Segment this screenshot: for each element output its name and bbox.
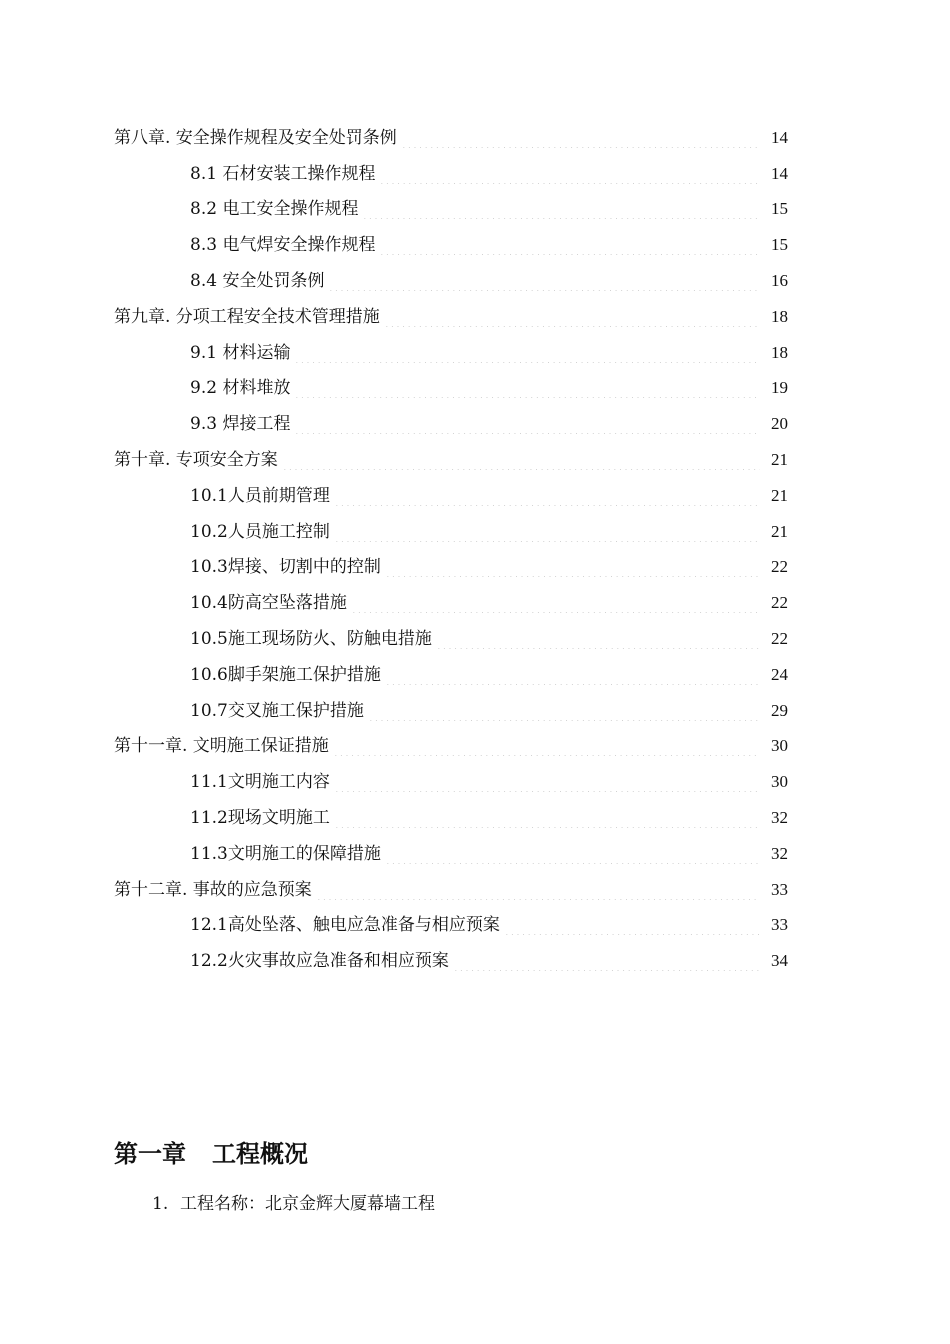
toc-page-number: 22: [771, 629, 788, 649]
toc-dot-leader: [316, 880, 760, 900]
toc-dot-leader: [385, 844, 760, 864]
toc-page-number: 14: [771, 127, 788, 147]
toc-page-number: 18: [771, 342, 788, 362]
toc-page-number: 21: [771, 450, 788, 470]
toc-entry[interactable]: [0, 442, 950, 478]
toc-dot-leader: [379, 235, 760, 255]
toc-dot-leader: [385, 665, 760, 685]
list-item-text: 工程名称：北京金辉大厦幕墙工程: [180, 1194, 435, 1214]
toc-entry-title: 9.1 材料运输: [190, 343, 294, 363]
toc-entry[interactable]: [0, 299, 950, 335]
toc-page-number: 33: [771, 879, 788, 899]
toc-dot-leader: [362, 199, 760, 219]
toc-entry[interactable]: [0, 227, 950, 263]
toc-entry-title: 第十一章. 文明施工保证措施: [114, 736, 333, 756]
toc-entry[interactable]: [0, 585, 950, 621]
toc-page-number: 29: [771, 700, 788, 720]
toc-page-number: 14: [771, 163, 788, 183]
toc-entry[interactable]: [0, 120, 950, 156]
toc-dot-leader: [333, 736, 760, 756]
toc-page-number: 20: [771, 414, 788, 434]
toc-page-number: 24: [771, 664, 788, 684]
toc-dot-leader: [379, 164, 760, 184]
toc-entry-title: 12.1高处坠落、触电应急准备与相应预案: [190, 915, 504, 935]
toc-entry-title: 9.2 材料堆放: [190, 378, 294, 398]
toc-dot-leader: [453, 951, 760, 971]
toc-entry-title: 11.3文明施工的保障措施: [190, 844, 385, 864]
toc-page-number: 33: [771, 915, 788, 935]
toc-entry[interactable]: [0, 335, 950, 371]
toc-entry[interactable]: [0, 657, 950, 693]
toc-entry-title: 10.6脚手架施工保护措施: [190, 665, 385, 685]
toc-page-number: 21: [771, 485, 788, 505]
toc-entry-title: 第九章. 分项工程安全技术管理措施: [114, 307, 384, 327]
chapter-number: 第一章: [114, 1140, 186, 1168]
toc-dot-leader: [384, 307, 760, 327]
toc-page-number: 30: [771, 736, 788, 756]
body-list-item: [152, 1192, 435, 1216]
toc-dot-leader: [294, 414, 760, 434]
toc-entry[interactable]: [0, 514, 950, 550]
toc-entry-title: 8.1 石材安装工操作规程: [190, 164, 379, 184]
list-item-number: 1.: [152, 1194, 169, 1214]
toc-page-number: 21: [771, 521, 788, 541]
toc-dot-leader: [328, 271, 760, 291]
toc-page-number: 15: [771, 235, 788, 255]
toc-page-number: 34: [771, 951, 788, 971]
toc-dot-leader: [334, 808, 760, 828]
toc-entry[interactable]: [0, 943, 950, 979]
toc-entry-title: 8.4 安全处罚条例: [190, 271, 328, 291]
toc-entry[interactable]: [0, 550, 950, 586]
toc-page-number: 15: [771, 199, 788, 219]
toc-entry[interactable]: [0, 872, 950, 908]
toc-dot-leader: [294, 378, 760, 398]
toc-page-number: 30: [771, 772, 788, 792]
toc-page-number: 22: [771, 593, 788, 613]
toc-entry-title: 第十章. 专项安全方案: [114, 450, 282, 470]
table-of-contents: [0, 120, 950, 979]
toc-entry[interactable]: [0, 800, 950, 836]
toc-dot-leader: [351, 593, 760, 613]
toc-dot-leader: [282, 450, 760, 470]
toc-entry[interactable]: [0, 371, 950, 407]
toc-entry[interactable]: [0, 192, 950, 228]
toc-entry[interactable]: [0, 621, 950, 657]
toc-entry-title: 10.2人员施工控制: [190, 522, 334, 542]
toc-entry[interactable]: [0, 729, 950, 765]
toc-entry-title: 12.2火灾事故应急准备和相应预案: [190, 951, 453, 971]
toc-dot-leader: [294, 343, 760, 363]
toc-entry[interactable]: [0, 693, 950, 729]
toc-dot-leader: [334, 486, 760, 506]
toc-entry[interactable]: [0, 406, 950, 442]
toc-dot-leader: [368, 701, 760, 721]
toc-page-number: 32: [771, 808, 788, 828]
toc-entry-title: 10.4防高空坠落措施: [190, 593, 351, 613]
toc-dot-leader: [401, 128, 760, 148]
chapter-heading: [114, 1136, 308, 1172]
toc-dot-leader: [334, 522, 760, 542]
toc-page-number: 18: [771, 306, 788, 326]
toc-dot-leader: [436, 629, 760, 649]
toc-entry[interactable]: [0, 156, 950, 192]
toc-page-number: 22: [771, 557, 788, 577]
toc-entry-title: 8.2 电工安全操作规程: [190, 199, 362, 219]
toc-entry-title: 11.1文明施工内容: [190, 772, 334, 792]
toc-entry-title: 第十二章. 事故的应急预案: [114, 880, 316, 900]
toc-entry-title: 第八章. 安全操作规程及安全处罚条例: [114, 128, 401, 148]
toc-entry[interactable]: [0, 836, 950, 872]
toc-entry[interactable]: [0, 478, 950, 514]
toc-entry[interactable]: [0, 764, 950, 800]
toc-dot-leader: [504, 915, 760, 935]
toc-dot-leader: [385, 557, 760, 577]
toc-page-number: 19: [771, 378, 788, 398]
toc-entry[interactable]: [0, 263, 950, 299]
toc-page-number: 16: [771, 271, 788, 291]
toc-entry-title: 10.3焊接、切割中的控制: [190, 557, 385, 577]
toc-entry-title: 10.7交叉施工保护措施: [190, 701, 368, 721]
toc-page-number: 32: [771, 843, 788, 863]
toc-entry-title: 9.3 焊接工程: [190, 414, 294, 434]
toc-entry[interactable]: [0, 908, 950, 944]
toc-dot-leader: [334, 772, 760, 792]
toc-entry-title: 10.1人员前期管理: [190, 486, 334, 506]
chapter-title: 工程概况: [212, 1140, 308, 1168]
toc-entry-title: 10.5施工现场防火、防触电措施: [190, 629, 436, 649]
toc-entry-title: 11.2现场文明施工: [190, 808, 334, 828]
toc-entry-title: 8.3 电气焊安全操作规程: [190, 235, 379, 255]
